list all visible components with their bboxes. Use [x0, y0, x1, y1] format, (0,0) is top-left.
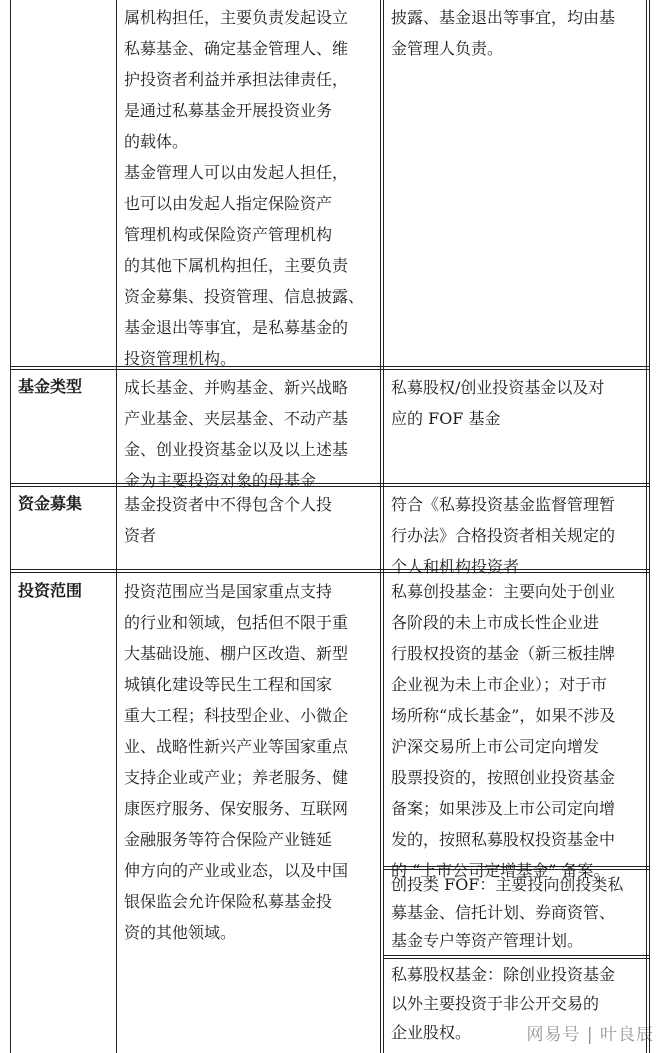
text-line: 应的 FOF 基金 — [391, 409, 501, 428]
text-line: 私募股权基金：除创业投资基金 — [391, 965, 616, 984]
text-line: 行股权投资的基金（新三板挂牌 — [391, 644, 616, 663]
text-line: 资金募集、投资管理、信息披露、 — [124, 287, 365, 306]
text-line: 资的其他领域。 — [124, 923, 237, 942]
text-line: 投资管理机构。 — [124, 349, 237, 368]
text-line: 康医疗服务、保安服务、互联网 — [124, 799, 349, 818]
text-line: 创投类 FOF：主要投向创投类私 — [391, 875, 624, 894]
text-line: 属机构担任，主要负责发起设立 — [124, 8, 349, 27]
text-line: 私募创投基金：主要向处于创业 — [391, 582, 616, 601]
text-line: 金为主要投资对象的母基金 — [124, 471, 317, 490]
row1-col2-cell — [124, 372, 348, 496]
text-line: 基金管理人可以由发起人担任， — [124, 163, 349, 182]
row-label-investment-scope: 投资范围 — [18, 581, 83, 600]
grid-line — [116, 0, 117, 1053]
text-line: 的行业和领域，包括但不限于重 — [124, 613, 349, 632]
text-line: 大基础设施、棚户区改造、新型 — [124, 644, 349, 663]
row0-col3-cell — [391, 2, 615, 64]
text-line: 银保监会允许保险私募基金投 — [124, 892, 333, 911]
text-line: 金管理人负责。 — [391, 39, 504, 58]
row3-col2-cell — [124, 576, 348, 948]
text-line: 支持企业或产业；养老服务、健 — [124, 768, 349, 787]
text-line: 伸方向的产业或业态，以及中国 — [124, 861, 349, 880]
text-line: 城镇化建设等民生工程和国家 — [124, 675, 333, 694]
row-label-fundraising: 资金募集 — [18, 494, 83, 513]
text-line: 是通过私募基金开展投资业务 — [124, 101, 333, 120]
text-line: 成长基金、并购基金、新兴战略 — [124, 378, 349, 397]
text-line: 私募基金、确定基金管理人、维 — [124, 39, 349, 58]
text-line: 产业基金、夹层基金、不动产基 — [124, 409, 349, 428]
text-line: 资者 — [124, 526, 157, 545]
text-line: 符合《私募投资基金监督管理暂 — [391, 495, 616, 514]
row-label-fund-type: 基金类型 — [18, 377, 83, 396]
text-line: 投资范围应当是国家重点支持 — [124, 582, 333, 601]
text-line: 也可以由发起人指定保险资产 — [124, 194, 333, 213]
text-line: 披露、基金退出等事宜，均由基 — [391, 8, 616, 27]
text-line: 行办法》合格投资者相关规定的 — [391, 526, 616, 545]
row2-col3-cell — [391, 489, 615, 582]
row0-col2-cell — [124, 2, 364, 374]
text-line: 基金专户等资产管理计划。 — [391, 931, 584, 950]
text-line: 的其他下属机构担任，主要负责 — [124, 256, 349, 275]
row2-col2-cell — [124, 489, 332, 551]
grid-line — [383, 958, 650, 959]
text-line: 的载体。 — [124, 132, 189, 151]
text-line: 的 “上市公司定增基金” 备案。 — [391, 861, 610, 880]
text-line: 个人和机构投资者 — [391, 557, 520, 576]
text-line: 企业股权。 — [391, 1023, 472, 1042]
text-line: 基金投资者中不得包含个人投 — [124, 495, 333, 514]
text-line: 发的，按照私募股权投资基金中 — [391, 830, 616, 849]
grid-line — [380, 0, 381, 1053]
text-line: 护投资者利益并承担法律责任， — [124, 70, 349, 89]
grid-line — [649, 0, 650, 1053]
row1-col3-cell — [391, 372, 604, 434]
text-line: 企业视为未上市企业）；对于市 — [391, 675, 608, 694]
row3-col3-sub1-cell — [391, 576, 615, 886]
text-line: 备案；如果涉及上市公司定向增 — [391, 799, 616, 818]
text-line: 各阶段的未上市成长性企业进 — [391, 613, 600, 632]
text-line: 股票投资的，按照创业投资基金 — [391, 768, 616, 787]
grid-line — [383, 0, 384, 1053]
row3-col3-sub2-cell — [391, 871, 623, 955]
text-line: 业、战略性新兴产业等国家重点 — [124, 737, 349, 756]
grid-line — [383, 955, 650, 956]
text-line: 场所称“成长基金”，如果不涉及 — [391, 706, 616, 725]
watermark: 网易号 | 叶良辰 — [526, 1025, 654, 1045]
grid-line — [10, 0, 11, 1053]
text-line: 重大工程；科技型企业、小微企 — [124, 706, 349, 725]
text-line: 募基金、信托计划、券商资管、 — [391, 903, 616, 922]
text-line: 私募股权/创业投资基金以及对 — [391, 378, 605, 397]
text-line: 金、创业投资基金以及以上述基 — [124, 440, 349, 459]
grid-line — [646, 0, 647, 1053]
text-line: 基金退出等事宜，是私募基金的 — [124, 318, 349, 337]
text-line: 金融服务等符合保险产业链延 — [124, 830, 333, 849]
text-line: 沪深交易所上市公司定向增发 — [391, 737, 600, 756]
text-line: 以外主要投资于非公开交易的 — [391, 994, 600, 1013]
text-line: 管理机构或保险资产管理机构 — [124, 225, 333, 244]
